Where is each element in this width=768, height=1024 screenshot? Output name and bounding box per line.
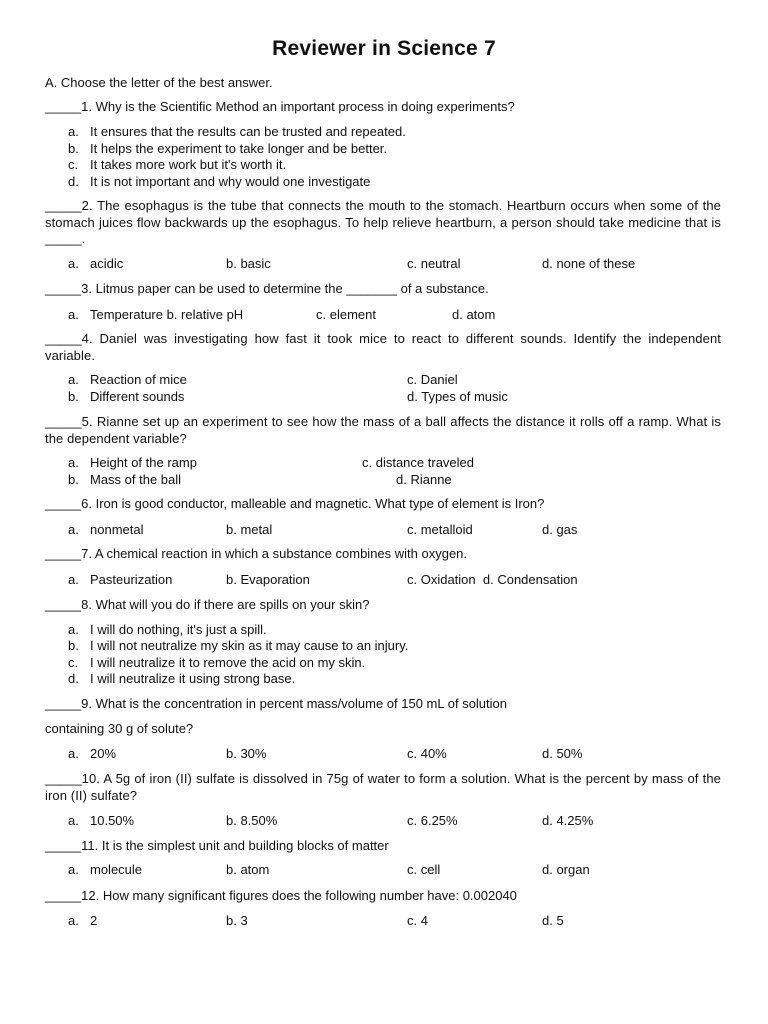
question-9: _____9. What is the concentration in percent mass/volume of 150 mL of solution: [45, 696, 508, 711]
question-1: _____1. Why is the Scientific Method an important process in doing experiments?: [45, 99, 515, 114]
q9-option-c: c. 40%: [407, 746, 447, 761]
q7-option-b: b. Evaporation: [226, 572, 310, 587]
q11-option-c: c. cell: [407, 862, 441, 877]
q4-option-c: c. Daniel: [407, 372, 458, 387]
option-letter: a.: [68, 746, 79, 761]
q6-option-c: c. metalloid: [407, 522, 473, 537]
option-text: nonmetal: [90, 522, 144, 537]
option-text: 2: [90, 913, 98, 928]
question-9-continued: containing 30 g of solute?: [45, 721, 194, 736]
option-letter: a.: [68, 572, 79, 587]
option-letter: a.: [68, 862, 79, 877]
option-letter: b.: [68, 472, 79, 487]
q5-option-c: c. distance traveled: [362, 455, 475, 470]
option-text: Different sounds: [90, 389, 185, 404]
q8-option-a: [68, 622, 267, 639]
q11-option-d: d. organ: [542, 862, 590, 877]
option-letter: a.: [68, 307, 79, 322]
q8-option-b: [68, 638, 408, 655]
q1-option-a: [68, 124, 406, 141]
question-5: _____5. Rianne set up an experiment to see how the mass of a ball affects the distance it rolls off a ramp. What is the dependent variable?: [45, 414, 721, 446]
question-12: _____12. How many significant figures does the following number have: 0.002040: [45, 888, 517, 903]
question-4: _____4. Daniel was investigating how fast it took mice to react to different sounds. Identify the independent variable.: [45, 331, 721, 363]
option-letter: a.: [68, 124, 79, 139]
q2-option-b: b. basic: [226, 256, 271, 271]
option-letter: a.: [68, 813, 79, 828]
q11-option-a: [68, 862, 142, 879]
page-title: Reviewer in Science 7: [272, 37, 496, 60]
q3-option-d: d. atom: [452, 307, 496, 322]
q6-option-b: b. metal: [226, 522, 273, 537]
q6-option-a: [68, 522, 143, 539]
option-text: Temperature b. relative pH: [90, 307, 244, 322]
option-text: It takes more work but it's worth it.: [90, 157, 287, 172]
option-text: I will do nothing, it's just a spill.: [90, 622, 267, 637]
q12-option-d: d. 5: [542, 913, 564, 928]
q4-option-d: d. Types of music: [407, 389, 508, 404]
option-letter: a.: [68, 913, 79, 928]
q12-option-c: c. 4: [407, 913, 428, 928]
question-11: _____11. It is the simplest unit and building blocks of matter: [45, 838, 389, 853]
question-7: _____7. A chemical reaction in which a substance combines with oxygen.: [45, 546, 468, 561]
option-letter: d.: [68, 671, 79, 686]
option-text: molecule: [90, 862, 143, 877]
option-letter: a.: [68, 372, 79, 387]
option-text: It is not important and why would one investigate: [90, 174, 371, 189]
q4-option-b: [68, 389, 184, 406]
q12-option-a: [68, 913, 97, 930]
q10-option-b: b. 8.50%: [226, 813, 278, 828]
q1-option-d: [68, 174, 370, 191]
option-letter: c.: [68, 157, 79, 172]
option-text: It ensures that the results can be trusted and repeated.: [90, 124, 406, 139]
option-letter: b.: [68, 389, 79, 404]
q10-option-d: d. 4.25%: [542, 813, 594, 828]
option-letter: a.: [68, 256, 79, 271]
question-6: _____6. Iron is good conductor, malleable and magnetic. What type of element is Iron?: [45, 496, 545, 511]
q2-option-a: [68, 256, 123, 273]
question-10: _____10. A 5g of iron (II) sulfate is dissolved in 75g of water to form a solution. What is the percent by mass of the iron (II) sulfate?: [45, 771, 721, 803]
option-letter: d.: [68, 174, 79, 189]
option-text: I will neutralize it to remove the acid on my skin.: [90, 655, 366, 670]
q4-option-a: [68, 372, 187, 389]
question-3: _____3. Litmus paper can be used to determine the _______ of a substance.: [45, 281, 489, 296]
question-2: _____2. The esophagus is the tube that connects the mouth to the stomach. Heartburn occurs when some of the stomach juices flow backwards up the esophagus. To help relieve heartburn, a person should take medicine that is _____.: [45, 198, 721, 247]
q9-option-a: [68, 746, 116, 763]
option-letter: b.: [68, 638, 79, 653]
question-8: _____8. What will you do if there are spills on your skin?: [45, 597, 370, 612]
q1-option-c: [68, 157, 286, 174]
instruction: A. Choose the letter of the best answer.: [45, 75, 273, 90]
option-text: It helps the experiment to take longer and be better.: [90, 141, 388, 156]
q3-option-c: c. element: [316, 307, 376, 322]
q5-option-b: [68, 472, 181, 489]
option-text: Reaction of mice: [90, 372, 187, 387]
option-text: Height of the ramp: [90, 455, 197, 470]
q10-option-c: c. 6.25%: [407, 813, 458, 828]
option-text: I will not neutralize my skin as it may cause to an injury.: [90, 638, 409, 653]
q5-option-a: [68, 455, 197, 472]
option-letter: a.: [68, 522, 79, 537]
q9-option-d: d. 50%: [542, 746, 583, 761]
option-letter: c.: [68, 655, 79, 670]
option-letter: a.: [68, 622, 79, 637]
option-text: 20%: [90, 746, 117, 761]
q6-option-d: d. gas: [542, 522, 578, 537]
option-text: I will neutralize it using strong base.: [90, 671, 296, 686]
q12-option-b: b. 3: [226, 913, 248, 928]
option-text: acidic: [90, 256, 124, 271]
option-text: Pasteurization: [90, 572, 173, 587]
q7-option-c: c. Oxidation d. Condensation: [407, 572, 578, 587]
q7-option-a: [68, 572, 172, 589]
q10-option-a: [68, 813, 134, 830]
option-letter: b.: [68, 141, 79, 156]
q2-option-d: d. none of these: [542, 256, 636, 271]
q2-option-c: c. neutral: [407, 256, 461, 271]
option-text: 10.50%: [90, 813, 135, 828]
q5-option-d: d. Rianne: [396, 472, 452, 487]
option-letter: a.: [68, 455, 79, 470]
q9-option-b: b. 30%: [226, 746, 267, 761]
q1-option-b: [68, 141, 387, 158]
q8-option-c: [68, 655, 365, 672]
q3-option-a: [68, 307, 243, 324]
option-text: Mass of the ball: [90, 472, 182, 487]
q8-option-d: [68, 671, 295, 688]
q11-option-b: b. atom: [226, 862, 270, 877]
